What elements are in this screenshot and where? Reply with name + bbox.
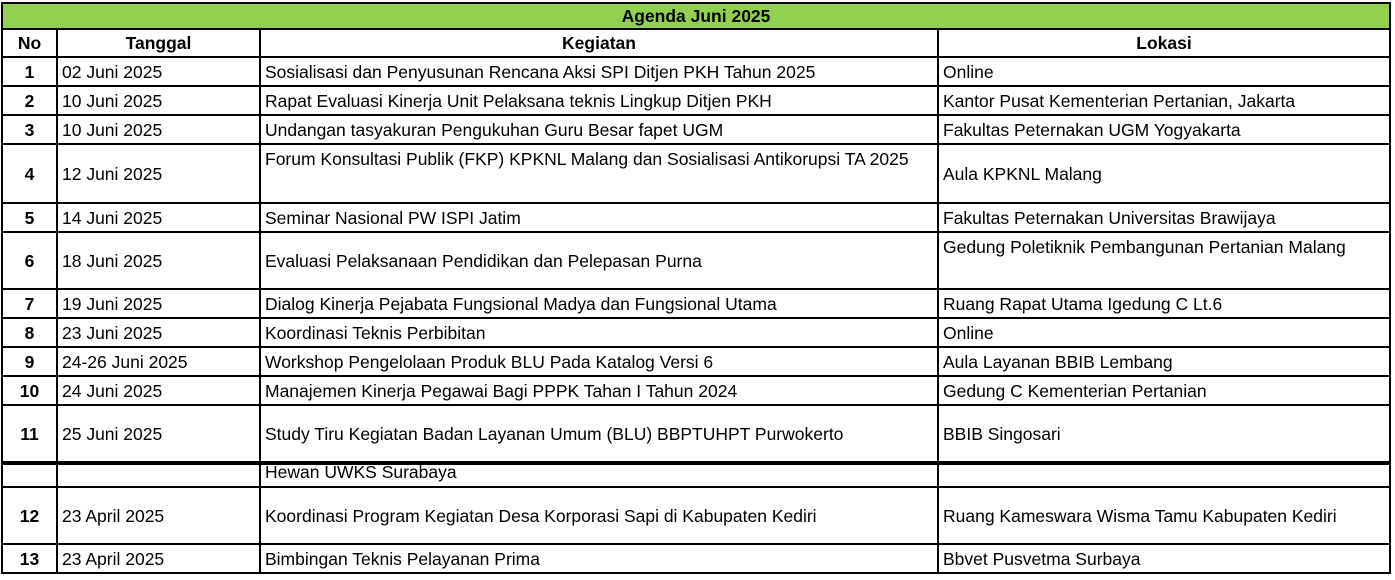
cell-kegiatan: Manajemen Kinerja Pegawai Bagi PPPK Tahan I Tahun 2024 — [261, 377, 939, 404]
cell-no: 10 — [3, 377, 58, 404]
header-lokasi: Lokasi — [1136, 33, 1192, 53]
agenda-table — [1, 2, 1391, 574]
cell-lokasi: Fakultas Peternakan UGM Yogyakarta — [943, 119, 1241, 140]
cell-no: 2 — [3, 87, 58, 114]
cell-lokasi: BBIB Singosari — [943, 423, 1061, 444]
cell-no: 9 — [3, 348, 58, 375]
cell-lokasi: Fakultas Peternakan Universitas Brawijaya — [943, 207, 1276, 228]
cell-no: 3 — [3, 116, 58, 143]
cell-kegiatan: Sosialisasi dan Penyusunan Rencana Aksi SPI Ditjen PKH Tahun 2025 — [261, 58, 939, 85]
cell-kegiatan: Hewan UWKS Surabaya — [261, 465, 939, 486]
cell-tanggal: 24 Juni 2025 — [58, 377, 261, 404]
table-row — [1, 290, 1391, 319]
cell-lokasi: Aula Layanan BBIB Lembang — [943, 351, 1173, 372]
cell-kegiatan: Seminar Nasional PW ISPI Jatim — [261, 204, 939, 231]
cell-tanggal: 19 Juni 2025 — [58, 290, 261, 317]
header-kegiatan: Kegiatan — [261, 30, 939, 56]
table-row — [1, 145, 1391, 204]
cell-no: 5 — [3, 204, 58, 231]
cell-kegiatan: Undangan tasyakuran Pengukuhan Guru Besar fapet UGM — [261, 116, 939, 143]
cell-no — [3, 465, 58, 486]
table-row — [1, 377, 1391, 406]
header-tanggal: Tanggal — [58, 30, 261, 56]
table-row — [1, 233, 1391, 290]
table-row — [1, 406, 1391, 463]
cell-tanggal: 10 Juni 2025 — [58, 116, 261, 143]
cell-no: 1 — [3, 58, 58, 85]
cell-tanggal: 23 April 2025 — [58, 488, 261, 543]
cell-tanggal: 18 Juni 2025 — [58, 233, 261, 288]
table-row — [1, 488, 1391, 545]
table-row — [1, 58, 1391, 87]
cell-lokasi: Kantor Pusat Kementerian Pertanian, Jakarta — [943, 90, 1296, 111]
cell-kegiatan: Rapat Evaluasi Kinerja Unit Pelaksana teknis Lingkup Ditjen PKH — [261, 87, 939, 114]
cell-lokasi: Ruang Kameswara Wisma Tamu Kabupaten Kediri — [943, 505, 1337, 526]
table-row — [1, 545, 1391, 574]
cell-tanggal: 25 Juni 2025 — [58, 406, 261, 461]
cell-no: 13 — [3, 545, 58, 572]
cell-tanggal: 12 Juni 2025 — [58, 145, 261, 202]
cell-kegiatan: Study Tiru Kegiatan Badan Layanan Umum (BLU) BBPTUHPT Purwokerto — [261, 406, 939, 461]
cell-kegiatan: Koordinasi Program Kegiatan Desa Korporasi Sapi di Kabupaten Kediri — [261, 488, 939, 543]
header-no: No — [3, 30, 58, 56]
table-row — [1, 116, 1391, 145]
cell-no: 6 — [3, 233, 58, 288]
table-row — [1, 204, 1391, 233]
table-row — [1, 87, 1391, 116]
cell-lokasi: Bbvet Pusvetma Surbaya — [943, 548, 1141, 569]
cell-lokasi: Online — [943, 322, 994, 343]
cell-tanggal — [58, 465, 261, 486]
cell-kegiatan: Bimbingan Teknis Pelayanan Prima — [261, 545, 939, 572]
cell-no: 8 — [3, 319, 58, 346]
cell-tanggal: 02 Juni 2025 — [58, 58, 261, 85]
cell-no: 11 — [3, 406, 58, 461]
table-row — [1, 348, 1391, 377]
cell-tanggal: 24-26 Juni 2025 — [58, 348, 261, 375]
cell-lokasi: Online — [943, 61, 994, 82]
cell-lokasi: Gedung Poletiknik Pembangunan Pertanian Malang — [943, 237, 1346, 257]
header-row — [1, 30, 1391, 58]
cell-tanggal: 23 Juni 2025 — [58, 319, 261, 346]
cell-lokasi: Aula KPKNL Malang — [943, 163, 1102, 184]
table-row-partial — [1, 463, 1391, 488]
cell-kegiatan: Forum Konsultasi Publik (FKP) KPKNL Malang dan Sosialisasi Antikorupsi TA 2025 — [261, 145, 939, 202]
cell-lokasi: Ruang Rapat Utama Igedung C Lt.6 — [943, 293, 1223, 314]
cell-kegiatan: Evaluasi Pelaksanaan Pendidikan dan Pelepasan Purna — [261, 233, 939, 288]
cell-no: 7 — [3, 290, 58, 317]
table-row — [1, 319, 1391, 348]
cell-tanggal: 23 April 2025 — [58, 545, 261, 572]
cell-kegiatan: Dialog Kinerja Pejabata Fungsional Madya dan Fungsional Utama — [261, 290, 939, 317]
cell-kegiatan: Koordinasi Teknis Perbibitan — [261, 319, 939, 346]
cell-lokasi: Gedung C Kementerian Pertanian — [943, 380, 1207, 401]
table-title: Agenda Juni 2025 — [1, 2, 1391, 30]
cell-tanggal: 10 Juni 2025 — [58, 87, 261, 114]
cell-no: 12 — [3, 488, 58, 543]
cell-no: 4 — [3, 145, 58, 202]
cell-tanggal: 14 Juni 2025 — [58, 204, 261, 231]
cell-lokasi — [939, 465, 1389, 486]
cell-kegiatan: Workshop Pengelolaan Produk BLU Pada Katalog Versi 6 — [261, 348, 939, 375]
